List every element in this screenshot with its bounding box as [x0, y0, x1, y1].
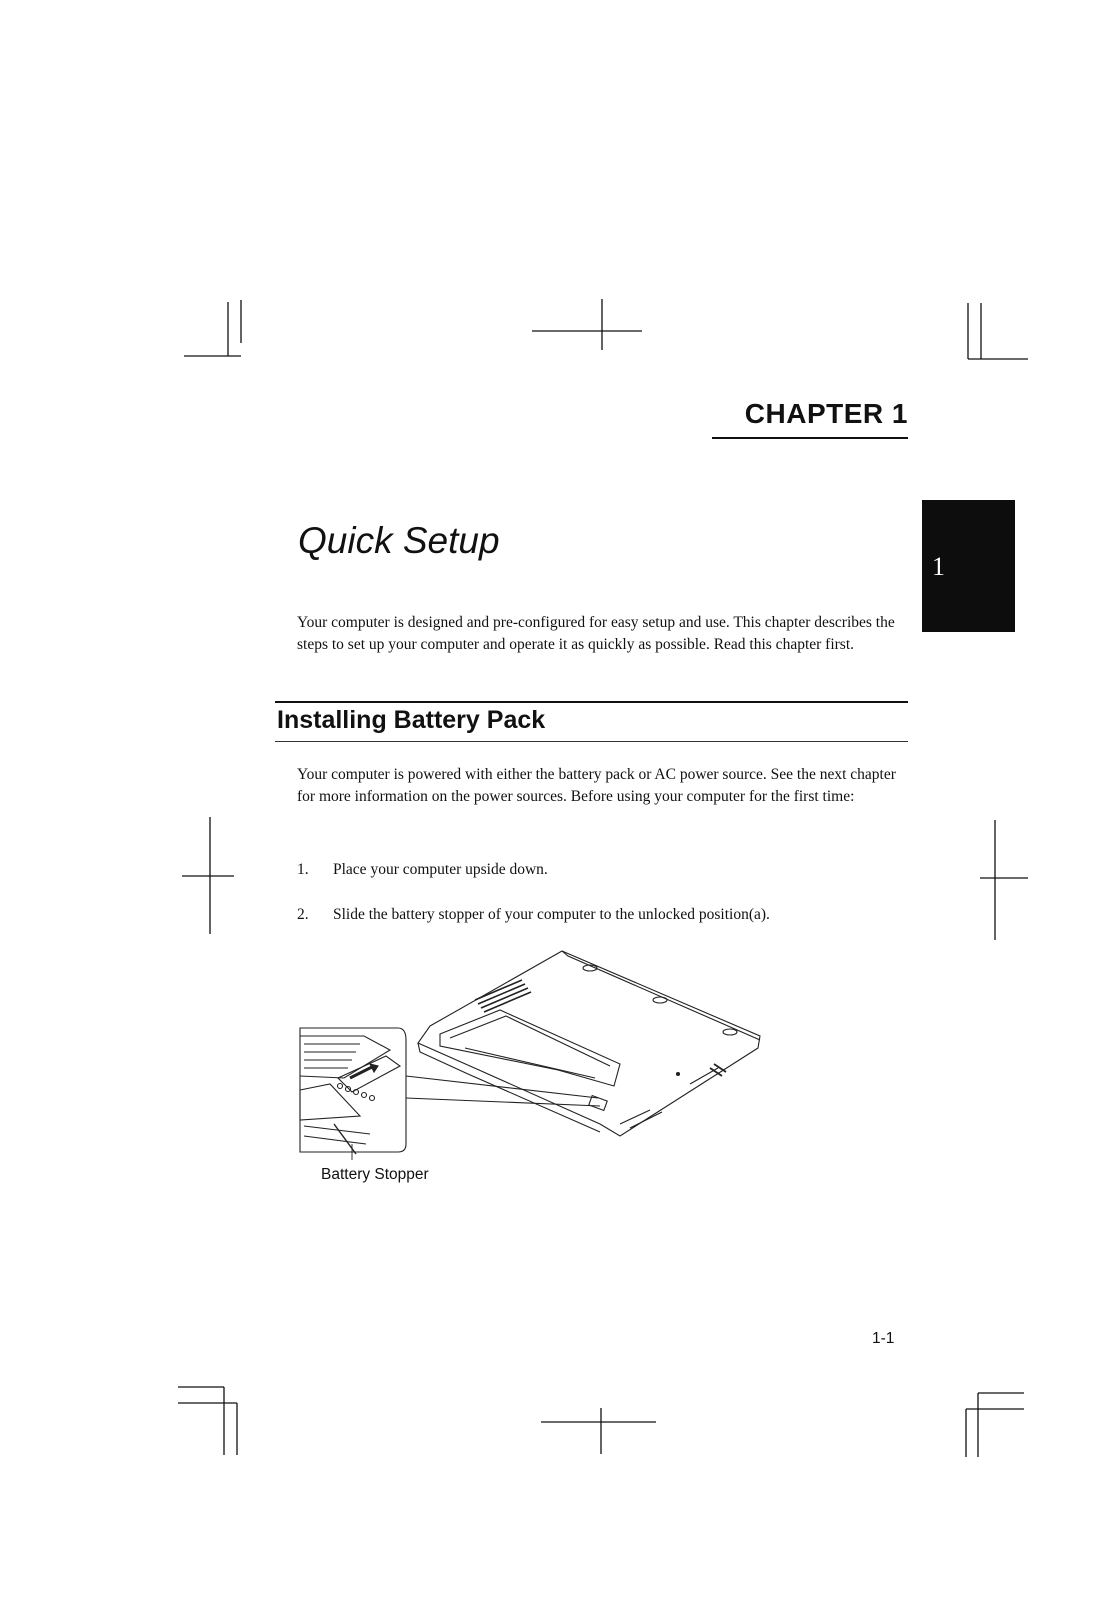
battery-intro-paragraph: Your computer is powered with either the battery pack or AC power source. See the next chapter for more information on the power sources. Before using your computer for the first time: [297, 766, 896, 805]
battery-stopper-illustration [290, 948, 790, 1160]
chapter-tab-number: 1 [932, 552, 945, 581]
step-number: 1. [297, 861, 309, 878]
step-item [297, 859, 907, 881]
step-item [297, 904, 907, 926]
step-text: Slide the battery stopper of your computer to the unlocked position(a). [333, 906, 770, 923]
step-text: Place your computer upside down. [333, 861, 548, 878]
chapter-title: Quick Setup [298, 520, 500, 561]
chapter-tab [922, 500, 1015, 632]
page-number: 1-1 [872, 1330, 895, 1347]
section-rule-top [275, 701, 908, 703]
chapter-heading: CHAPTER 1 [744, 398, 908, 429]
intro-paragraph: Your computer is designed and pre-configured for easy setup and use. This chapter describes the steps to set up your computer and operate it as quickly as possible. Read this chapter first. [297, 614, 895, 653]
chapter-underline [712, 437, 908, 439]
section-rule-bottom [275, 741, 908, 742]
figure-caption: Battery Stopper [321, 1166, 429, 1183]
step-number: 2. [297, 906, 309, 923]
section-title: Installing Battery Pack [277, 706, 546, 734]
